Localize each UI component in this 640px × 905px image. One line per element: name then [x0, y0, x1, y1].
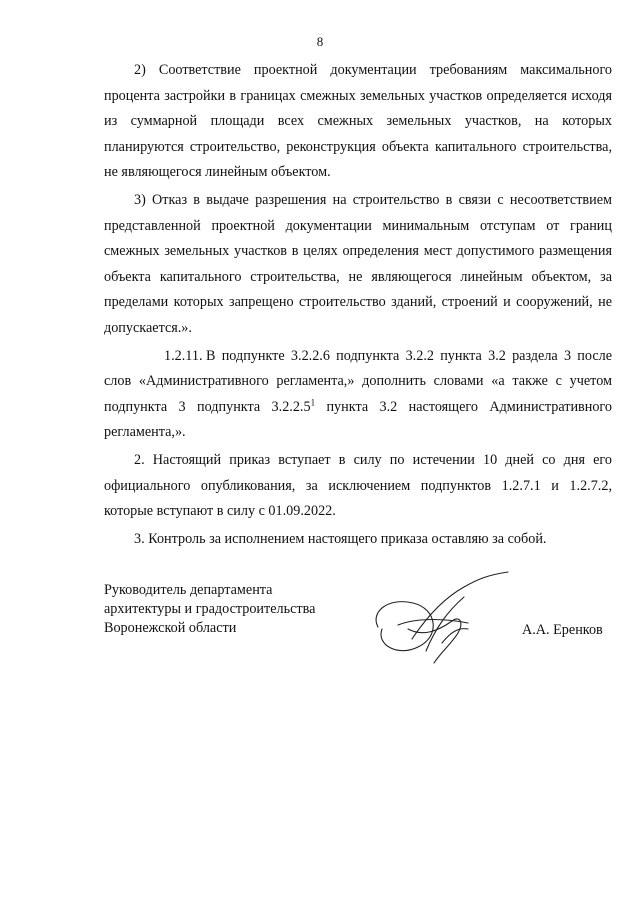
item-number: 1.2.11. — [164, 347, 203, 364]
signatory-line-2: архитектуры и градостроительства — [104, 601, 316, 617]
item-text-after: пункта 3.2 настоящего Административного регламента,». — [104, 398, 612, 441]
item-3: 3. Контроль за исполнением настоящего приказа оставляю за собой. — [134, 530, 547, 547]
item-2: 2. Настоящий приказ вступает в силу по истечении 10 дней со дня его официального опубликования, за исключением подпунктов 1.2.7.1 и 1.2.7.2, которые вступают в силу с 01.09.2022. — [104, 451, 612, 520]
paragraph-2: 2) Соответствие проектной документации требованиям максимального процента застройки в границах смежных земельных участков определяется исходя из суммарной площади всех смежных земельных участков, на которых планируются строительство, реконструкция объекта капитального строительства, не являющегося линейным объектом. — [104, 62, 612, 181]
superscript: 1 — [310, 396, 316, 407]
document-body — [104, 58, 612, 552]
paragraph-3: 3) Отказ в выдаче разрешения на строительство в связи с несоответствием представленной проектной документации минимальным отступам от границ смежных земельных участков в целях определения мест допустимого размещения объекта капитального строительства, не являющегося линейным объектом, за пределами которых запрещено строительство зданий, строений и сооружений, не допускается.». — [104, 191, 612, 336]
item-text-before: В подпункте 3.2.2.6 подпункта 3.2.2 пункта 3.2 раздела 3 после слов «Административного регламента,» дополнить словами «а также с учетом подпункта 3 подпункта 3.2.2.5 — [104, 347, 612, 415]
signatory-title — [104, 581, 315, 638]
signatory-line-1: Руководитель департамента — [104, 582, 273, 598]
item-1-2-11 — [104, 344, 612, 446]
handwritten-signature — [368, 567, 518, 672]
signatory-name: А.А. Еренков — [522, 622, 603, 638]
page-number: 8 — [316, 34, 324, 49]
signatory-line-3: Воронежской области — [104, 620, 237, 636]
